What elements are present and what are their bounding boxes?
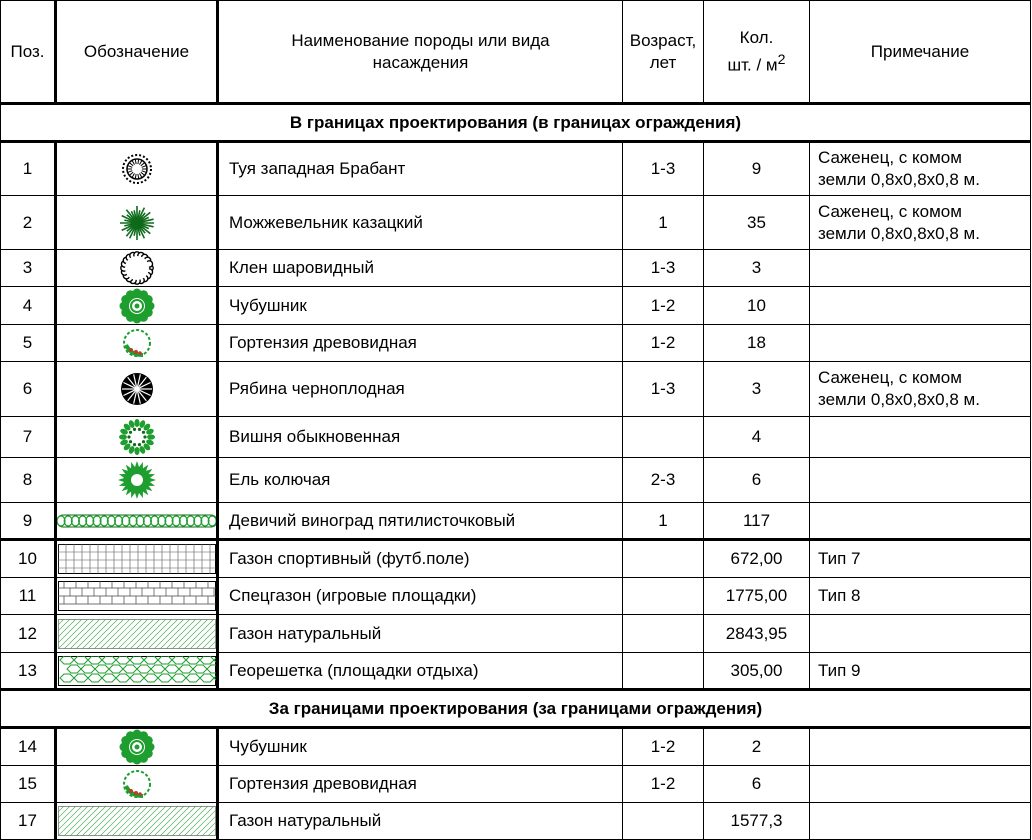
age-cell	[623, 803, 704, 840]
table-row	[1, 803, 1031, 840]
mock-orange-symbol-icon	[57, 729, 216, 765]
table-row	[1, 458, 1031, 503]
note-line: Саженец, с комом	[818, 148, 962, 167]
rowan-symbol-icon	[57, 369, 216, 409]
note-cell	[810, 540, 1031, 578]
age-cell: 1-2	[623, 766, 704, 803]
spruce-symbol-icon	[57, 458, 216, 502]
age-cell: 1-3	[623, 250, 704, 287]
qty-cell: 3	[704, 250, 810, 287]
pos-cell: 13	[1, 653, 56, 690]
header-age: Возраст, лет	[623, 1, 704, 104]
age-cell: 1-3	[623, 362, 704, 417]
qty-cell: 672,00	[704, 540, 810, 578]
name-cell: Клен шаровидный	[218, 250, 623, 287]
natural-lawn-hatch-icon	[57, 806, 216, 836]
table-row	[1, 766, 1031, 803]
natural-lawn-hatch-icon	[57, 619, 216, 649]
maple-symbol-icon	[57, 250, 216, 286]
note-line: Тип 9	[818, 660, 861, 680]
pos-cell: 14	[1, 728, 56, 766]
note-cell	[810, 578, 1031, 615]
header-note: Примечание	[810, 1, 1031, 104]
qty-cell: 6	[704, 458, 810, 503]
note-line: земли 0,8х0,8х0,8 м.	[818, 170, 980, 189]
pos-cell: 5	[1, 325, 56, 362]
pos-cell: 6	[1, 362, 56, 417]
note-line: земли 0,8х0,8х0,8 м.	[818, 223, 980, 243]
qty-cell: 9	[704, 142, 810, 196]
age-cell: 1-2	[623, 325, 704, 362]
table-row	[1, 653, 1031, 690]
name-cell: Спецгазон (игровые площадки)	[218, 578, 623, 615]
name-cell: Ель колючая	[218, 458, 623, 503]
qty-cell: 305,00	[704, 653, 810, 690]
sport-lawn-hatch-icon	[57, 544, 216, 574]
name-cell: Георешетка (площадки отдыха)	[218, 653, 623, 690]
note-line: земли 0,8х0,8х0,8 м.	[818, 390, 980, 409]
name-cell: Можжевельник казацкий	[218, 196, 623, 250]
note-cell	[810, 250, 1031, 287]
pos-cell: 15	[1, 766, 56, 803]
table-row	[1, 250, 1031, 287]
table-row	[1, 728, 1031, 766]
pos-cell: 11	[1, 578, 56, 615]
juniper-symbol-icon	[57, 203, 216, 243]
note-line: Саженец, с комом	[818, 368, 962, 387]
symbol-cell	[56, 503, 218, 540]
pos-cell: 2	[1, 196, 56, 250]
thuja-symbol-icon	[57, 152, 216, 186]
name-cell: Чубушник	[218, 728, 623, 766]
symbol-cell	[56, 362, 218, 417]
section-inside-rows	[1, 142, 1031, 690]
table-row	[1, 417, 1031, 458]
age-cell	[623, 653, 704, 690]
cherry-symbol-icon	[57, 417, 216, 457]
header-qty-main: Кол.	[739, 27, 774, 47]
section-row	[1, 104, 1031, 142]
header-qty-unit: шт. / м	[727, 55, 778, 75]
note-cell	[810, 458, 1031, 503]
table-row	[1, 362, 1031, 417]
name-cell: Гортензия древовидная	[218, 766, 623, 803]
symbol-cell	[56, 766, 218, 803]
table-row	[1, 287, 1031, 325]
qty-cell: 2	[704, 728, 810, 766]
name-cell: Вишня обыкновенная	[218, 417, 623, 458]
note-cell	[810, 766, 1031, 803]
table-row	[1, 196, 1031, 250]
header-qty	[704, 1, 810, 104]
section-outside-rows	[1, 728, 1031, 840]
table-row	[1, 615, 1031, 653]
note-cell	[810, 325, 1031, 362]
name-cell: Чубушник	[218, 287, 623, 325]
pos-cell: 4	[1, 287, 56, 325]
symbol-cell	[56, 615, 218, 653]
age-cell: 1-3	[623, 142, 704, 196]
symbol-cell	[56, 458, 218, 503]
header-qty-sup: 2	[777, 51, 786, 68]
table-row	[1, 540, 1031, 578]
qty-cell: 18	[704, 325, 810, 362]
note-cell	[810, 196, 1031, 250]
pos-cell: 8	[1, 458, 56, 503]
qty-cell: 35	[704, 196, 810, 250]
qty-cell: 1577,3	[704, 803, 810, 840]
name-cell: Газон натуральный	[218, 615, 623, 653]
vine-hatch-icon	[57, 514, 216, 528]
symbol-cell	[56, 196, 218, 250]
age-cell	[623, 417, 704, 458]
symbol-cell	[56, 250, 218, 287]
age-cell: 1-2	[623, 728, 704, 766]
age-cell: 1	[623, 503, 704, 540]
symbol-cell	[56, 417, 218, 458]
pos-cell: 3	[1, 250, 56, 287]
symbol-cell	[56, 325, 218, 362]
note-line: Тип 8	[818, 586, 861, 605]
symbol-cell	[56, 578, 218, 615]
symbol-cell	[56, 803, 218, 840]
note-cell	[810, 615, 1031, 653]
note-cell	[810, 142, 1031, 196]
qty-cell: 4	[704, 417, 810, 458]
qty-cell: 10	[704, 287, 810, 325]
table-row	[1, 325, 1031, 362]
age-cell: 2-3	[623, 458, 704, 503]
qty-cell: 1775,00	[704, 578, 810, 615]
note-cell	[810, 803, 1031, 840]
table-header-row	[1, 1, 1031, 104]
pos-cell: 17	[1, 803, 56, 840]
section-row	[1, 690, 1031, 728]
name-cell: Газон спортивный (футб.поле)	[218, 540, 623, 578]
symbol-cell	[56, 142, 218, 196]
symbol-cell	[56, 287, 218, 325]
note-cell	[810, 362, 1031, 417]
note-cell	[810, 503, 1031, 540]
note-line: Саженец, с комом	[818, 201, 962, 221]
pos-cell: 12	[1, 615, 56, 653]
qty-cell: 2843,95	[704, 615, 810, 653]
mock-orange-symbol-icon	[57, 288, 216, 324]
name-cell: Рябина черноплодная	[218, 362, 623, 417]
table-row	[1, 142, 1031, 196]
age-cell	[623, 540, 704, 578]
special-lawn-hatch-icon	[57, 581, 216, 611]
note-cell	[810, 417, 1031, 458]
geogrid-hatch-icon	[57, 656, 216, 686]
pos-cell: 7	[1, 417, 56, 458]
pos-cell: 10	[1, 540, 56, 578]
header-name: Наименование породы или вида насаждения	[218, 1, 623, 104]
age-cell: 1-2	[623, 287, 704, 325]
name-cell: Газон натуральный	[218, 803, 623, 840]
pos-cell: 1	[1, 142, 56, 196]
section-title-inside: В границах проектирования (в границах ограждения)	[1, 104, 1031, 142]
qty-cell: 3	[704, 362, 810, 417]
symbol-cell	[56, 653, 218, 690]
age-cell	[623, 615, 704, 653]
note-cell	[810, 728, 1031, 766]
note-cell	[810, 653, 1031, 690]
section-title-outside: За границами проектирования (за границами ограждения)	[1, 690, 1031, 728]
header-symbol: Обозначение	[56, 1, 218, 104]
header-pos: Поз.	[1, 1, 56, 104]
symbol-cell	[56, 728, 218, 766]
qty-cell: 6	[704, 766, 810, 803]
name-cell: Туя западная Брабант	[218, 142, 623, 196]
age-cell: 1	[623, 196, 704, 250]
note-cell	[810, 287, 1031, 325]
name-cell: Девичий виноград пятилисточковый	[218, 503, 623, 540]
qty-cell: 117	[704, 503, 810, 540]
table-row	[1, 578, 1031, 615]
note-line: Тип 7	[818, 549, 861, 568]
hydrangea-symbol-icon	[57, 767, 216, 801]
name-cell: Гортензия древовидная	[218, 325, 623, 362]
pos-cell: 9	[1, 503, 56, 540]
table-row	[1, 503, 1031, 540]
age-cell	[623, 578, 704, 615]
hydrangea-symbol-icon	[57, 326, 216, 360]
symbol-cell	[56, 540, 218, 578]
